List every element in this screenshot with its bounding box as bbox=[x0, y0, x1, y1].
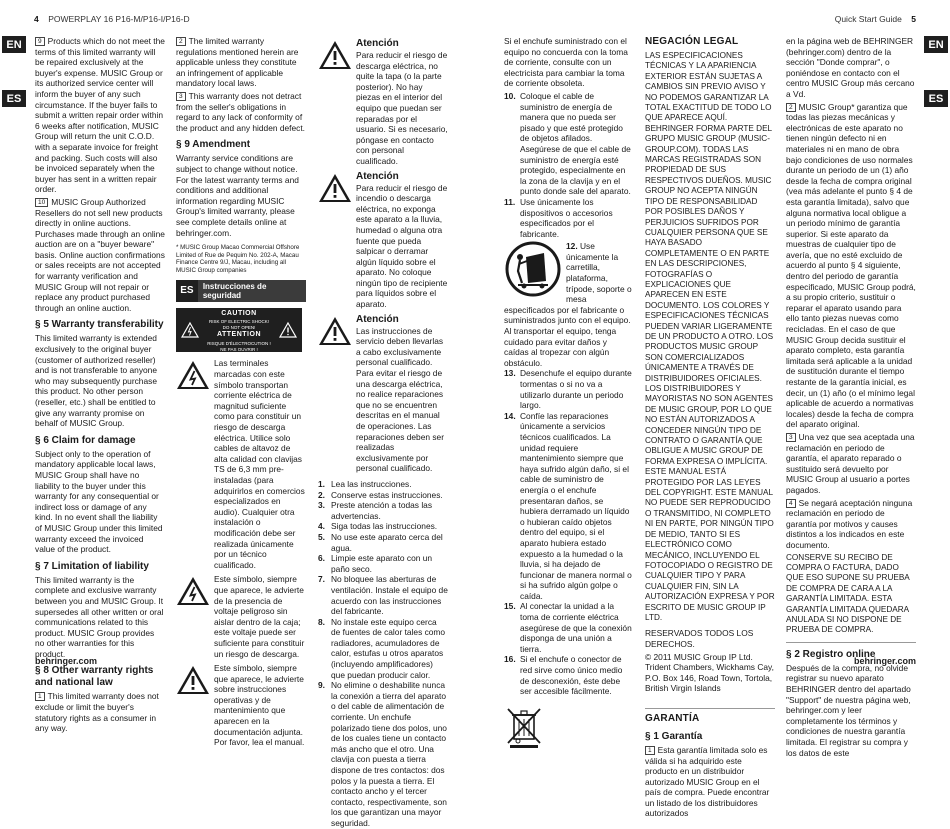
banner-language-es: ES bbox=[176, 280, 198, 302]
list-item: 12. Use únicamente la carretilla, plataforma, trípode, soporte o mesa especificados por el fabricante o suministrados junto con el equipo. Al transportar el equipo, tenga cuidado para evitar daños y caídas al tropezar con algún obstáculo. bbox=[504, 241, 632, 368]
page-number-left: 4 bbox=[34, 14, 39, 24]
caution-text: CAUTION RISK OF ELECTRIC SHOCK! DO NOT OPEN! ATTENTION RISQUE D'ÉLECTROCUTION ! NE PAS OUVRIR ! bbox=[207, 309, 271, 352]
warranty-paragraph-9: 9 Products which do not meet the terms of this limited warranty will be repaired exclusively at the buyer's expense. MUSIC Group or its authorized service center will inform the buyer of any such circumstance. If the buyer fails to submit a written repair order within 6 weeks after notification, MUSIC Group will return the unit C.O.D. with a separate invoice for freight and packing. Such costs will also be invoiced separately when the buyer has sent in a written repair order. bbox=[35, 36, 165, 195]
rights-reserved: RESERVADOS TODOS LOS DERECHOS. bbox=[645, 628, 754, 649]
warning-terminals: Las terminales marcadas con este símbolo transportan corriente eléctrica de magnitud suficiente como para constituir un riesgo de descarga eléctrica. Utilice solo cables de altavoz de alta calidad con clavijas TS de 6,3 mm pre-instaladas (para adquirirlos en comercios especializados en audio). Cualquier otra instalación o modificación debe ser realizada únicamente por un técnico cualificado. bbox=[176, 358, 306, 572]
safety-instructions-banner bbox=[176, 280, 306, 302]
lightning-warning-icon bbox=[176, 576, 210, 606]
column-1 bbox=[35, 36, 165, 736]
section-2-text: Después de la compra, no olvide registrar su nuevo aparato BEHRINGER dentro del apartado "Support" de nuestra página web, behringer.com y leer completamente los términos y condiciones de nuestra garantía limitada. El registrar su compra y los datos de este bbox=[786, 662, 911, 758]
list-item: 5. No use este aparato cerca del agua. bbox=[318, 531, 443, 553]
banner-title: Instrucciones de seguridad bbox=[202, 282, 267, 301]
section-7-text: This limited warranty is the complete and exclusive warranty between you and MUSIC Group. It supersedes all other written or oral communications related to this product. MUSIC Group provides no other warranties for this product. bbox=[35, 574, 164, 659]
language-tab-es-right[interactable]: ES bbox=[924, 90, 948, 107]
exclamation-warning-icon bbox=[318, 40, 352, 70]
footnote-music-group: * MUSIC Group Macao Commercial Offshore Limited of Rue de Pequim No. 202-A, Macau Finance Centre 9/J, Macau, including all MUSIC Group companies bbox=[176, 244, 300, 274]
address-line-1: Trident Chambers, Wickhams Cay, bbox=[645, 662, 774, 673]
language-tab-en-left[interactable]: EN bbox=[2, 36, 26, 53]
section-9-heading: § 9 Amendment bbox=[176, 139, 251, 151]
footer-link-left[interactable]: behringer.com bbox=[35, 656, 98, 666]
attention-block-1: Atención Para reducir el riesgo de descarga eléctrica, no quite la tapa (o la parte posterior). No hay piezas en el interior del equipo que puedan ser reparadas por el usuario. Si es necesario, póngase en contacto con personal cualificado. bbox=[318, 38, 448, 169]
list-item: 3. Preste atención a todas las advertencias. bbox=[318, 500, 433, 521]
copyright-line: © 2011 MUSIC Group IP Ltd. bbox=[645, 651, 753, 662]
item-9-continuation: Si el enchufe suministrado con el equipo no concuerda con la toma de corriente, consulte con un electricista para cambiar la toma de corriente obsoleta. bbox=[504, 36, 628, 89]
list-item: 13. Desenchufe el equipo durante tormentas o si no va a utilizarlo durante un periodo largo. bbox=[504, 368, 632, 411]
section-6-text: Subject only to the operation of mandatory applicable local laws, MUSIC Group shall have no liability to the buyer under this warranty for any consequential or indirect loss or damage of any kind. In no event shall the liability of MUSIC Group under this limited warranty exceed the invoiced value of the product. bbox=[35, 448, 163, 555]
section-1-continuation: en la página web de BEHRINGER (behringer.com) dentro de la sección "Donde comprar", o poniéndose en contacto con el centro MUSIC Group más cercano a Vd. bbox=[786, 36, 915, 99]
section-1-paragraph-2: 2 MUSIC Group* garantiza que todas las piezas mecánicas y electrónicas de este aparato no tienen ningún defecto ni en materiales ni en mano de obra bajo condiciones de uso normales durante un periodo de un (1) año desde la fecha de compra original (vea más adelante el punto § 4 de esta garantía limitada), salvo que alguna normativa local obligue a un periodo mínimo de garantía superior. Si este aparato da muestras de cualquier tipo de avería, que no esté excluido de acuerdo al punto § 4 siguiente, dentro del periodo de garantía especificado, MUSIC Group podrá, a su propio criterio, sustituir o reparar el aparato usando para ello tanto piezas nuevas como recicladas. En el caso de que MUSIC Group decida sustituir el aparato completo, esta garantía limitada será aplicable a la unidad de sustitución durante el tiempo restante de la garantía inicial, es decir, un (1) año (o el mínimo legal aplicable de acuerdo a normativas locales) desde la fecha de compra del aparato original. bbox=[786, 101, 916, 430]
warranty-paragraph-10: 10 MUSIC Group Authorized Resellers do not sell new products directly in online auctions. Purchases made through an online auction are on a "buyer beware" basis. Online auction confirmations or sales receipts are not accepted for warranty verification and MUSIC Group will not repair or replace any product purchased through an online auction. bbox=[35, 196, 165, 313]
exclamation-warning-icon bbox=[279, 322, 297, 338]
list-item: 14. Confíe las reparaciones únicamente a servicios técnicos cualificados. La unidad requiere mantenimiento siempre que haya sufrido algún daño, si el cable de suministro de energía o el enchufe presentaran daños, se hubiera derramado un líquido o hubieran caído objetos dentro del equipo, si el aparato hubiera estado expuesto a la humedad o la lluvia, si ha dejado de funcionar de manera normal o si ha sufrido algún golpe o caída. bbox=[504, 410, 632, 601]
section-8-paragraph-3: 3 This warranty does not detract from the seller's obligations in regard to any lack of conformity of the product and any hidden defect. bbox=[176, 90, 305, 133]
address-line-3: British Virgin Islands bbox=[645, 683, 721, 694]
column-4 bbox=[504, 36, 632, 751]
section-8-paragraph-2: 2 The limited warranty regulations mentioned herein are applicable unless they constitute an infringement of applicable mandatory local laws. bbox=[176, 36, 299, 89]
item-number: 1 bbox=[35, 692, 45, 701]
list-item: 10. Coloque el cable de suministro de energía de manera que no pueda ser pisado y que esté protegido de objetos afilados. Asegúrese de que el cable de suministro de energía esté protegido, especialmente en la zona de la clavija y en el punto donde sale del aparato. bbox=[504, 90, 631, 197]
list-item: 15. Al conectar la unidad a la toma de corriente eléctrica asegúrese de que la conexión disponga de una unión a tierra. bbox=[504, 601, 632, 654]
section-5-text: This limited warranty is extended exclusively to the original buyer (customer of authorized reseller) and is not transferable to anyone who may subsequently purchase this product. No other person (reseller, etc.) shall be entitled to give any warranty promise on behalf of MUSIC Group. bbox=[35, 333, 157, 429]
caution-label bbox=[176, 308, 302, 352]
list-item: 11. Use únicamente los dispositivos o accesorios especificados por el fabricante. bbox=[504, 196, 613, 239]
list-item: 7. No bloquee las aberturas de ventilación. Instale el equipo de acuerdo con las instrucciones del fabricante. bbox=[318, 574, 448, 617]
section-1-paragraph-4: 4 Se negará aceptación ninguna reclamación en periodo de garantía por motivos y causes distintos a los indicados en este documento. bbox=[786, 497, 913, 550]
item-number: 9 bbox=[35, 37, 45, 46]
language-tab-en-right[interactable]: EN bbox=[924, 36, 948, 53]
page-header-right bbox=[835, 14, 916, 24]
page-number-right: 5 bbox=[911, 14, 916, 24]
exclamation-warning-icon bbox=[318, 173, 352, 203]
section-6-heading: § 6 Claim for damage bbox=[35, 434, 136, 446]
list-item: 6. Limpie este aparato con un paño seco. bbox=[318, 553, 433, 574]
attention-block-3: Atención Las instrucciones de servicio deben llevarlas a cabo exclusivamente personal cualificado. Para evitar el riesgo de una descarga eléctrica, no realice reparaciones que no se encuentren descritas en el manual de operaciones. Las reparaciones deben ser realizadas exclusivamente por personal cualificado. bbox=[318, 314, 448, 476]
section-8-paragraph-1: 1 This limited warranty does not exclude or limit the buyer's statutory rights as a consumer in any way. bbox=[35, 691, 159, 734]
attention-block-2: Atención Para reducir el riesgo de incendio o descarga eléctrica, no exponga este aparato a la lluvia, humedad o alguna otra fuente que pueda salpicar o derramar algún líquido sobre el aparato. No coloque ningún tipo de recipiente para líquidos sobre el aparato. bbox=[318, 171, 448, 312]
warning-voltage: Este símbolo, siempre que aparece, le advierte de la presencia de voltaje peligroso sin aislar dentro de la caja; este voltaje puede ser suficiente para constituir un riesgo de descarga. bbox=[176, 574, 306, 661]
warning-manual: Este símbolo, siempre que aparece, le advierte sobre instrucciones operativas y de mantenimiento que aparecen en la documentación adjunta. Por favor, lea el manual. bbox=[176, 663, 306, 750]
column-2 bbox=[176, 36, 306, 751]
item-number: 3 bbox=[176, 92, 186, 101]
section-9-text: Warranty service conditions are subject to change without notice. For the latest warranty terms and conditions and additional information regarding MUSIC Group's limited warranty, please see complete details online at behringer.com. bbox=[176, 153, 299, 238]
cart-tipover-warning-icon bbox=[504, 241, 562, 297]
section-8-heading: § 8 Other warranty rights and national law bbox=[35, 665, 154, 689]
item-number: 3 bbox=[786, 433, 796, 442]
header-title-right: Quick Start Guide bbox=[834, 14, 902, 24]
footer-link-right[interactable]: behringer.com bbox=[853, 656, 916, 666]
header-title-left: POWERPLAY 16 P16-M/P16-I/P16-D bbox=[48, 14, 190, 24]
list-item: 16. Si el enchufe o conector de red sirve como único medio de desconexión, éste debe ser accesible fácilmente. bbox=[504, 654, 623, 697]
list-item: 4. Siga todas las instrucciones. bbox=[318, 521, 438, 532]
list-item: 8. No instale este equipo cerca de fuentes de calor tales como radiadores, acumuladores de calor, estufas u otros aparatos (incluyendo amplificadores) que puedan producir calor. bbox=[318, 616, 446, 680]
section-1-paragraph-1: 1 Esta garantía limitada solo es válida si ha adquirido este producto en un distribuidor autorizado MUSIC Group en el país de compra. Puede encontrar un listado de los distribuidores autorizados bbox=[645, 744, 770, 819]
column-3 bbox=[318, 36, 448, 829]
column-5 bbox=[645, 36, 775, 821]
item-number: 2 bbox=[176, 37, 186, 46]
section-5-heading: § 5 Warranty transferability bbox=[35, 319, 164, 331]
column-6 bbox=[786, 36, 916, 760]
safety-list-1-9 bbox=[318, 479, 448, 829]
section-7-heading: § 7 Limitation of liability bbox=[35, 560, 149, 572]
lightning-warning-icon bbox=[181, 322, 199, 338]
list-item: 1. Lea las instrucciones. bbox=[318, 478, 412, 489]
section-1-heading: § 1 Garantía bbox=[645, 730, 703, 742]
exclamation-warning-icon bbox=[176, 665, 210, 695]
page-header-left bbox=[34, 14, 190, 24]
list-item: 9. No elimine o deshabilite nunca la conexión a tierra del aparato o del cable de alimentación de corriente. Un enchufe polarizado tiene dos polos, uno de los cuales tiene un contacto más ancho que el otro. Una clavija con puesta a tierra dispone de tres contactos: dos polos y la puesta a tierra. El contacto ancho y el tercer contacto, respectivamente, son los que garantizan una mayor seguridad. bbox=[318, 680, 447, 828]
section-2-heading: § 2 Registro online bbox=[786, 648, 876, 660]
item-number: 10 bbox=[35, 198, 48, 207]
legal-disclaimer-text: LAS ESPECIFICACIONES TÉCNICAS Y LA APARIENCIA EXTERIOR ESTÁN SUJETAS A CAMBIOS SIN PREVIO AVISO Y NO PODEMOS GARANTIZAR LA TOTAL EXACTITUD DE TODO LO QUE APARECE AQUÍ. BEHRINGER FORMA PARTE DEL GRUPO MUSIC GROUP (MUSIC-GROUP.COM). TODAS LAS MARCAS REGISTRADAS SON PROPIEDAD DE SUS RESPECTIVOS DUEÑOS. MUSIC GROUP NO ACEPTA NINGÚN TIPO DE RESPONSABILIDAD POR POSIBLES DAÑOS Y PERJUICIOS SUFRIDOS POR CUALQUIER PERSONA QUE SE HAYA BASADO COMPLETAMENTE O EN PARTE EN LAS DESCRIPCIONES, FOTOGRAFÍAS O EXPLICACIONES QUE APARECEN EN ESTE DOCUMENTO. LOS COLORES Y ESPECIFICACIONES TÉCNICAS PUEDEN VARIAR LIGERAMENTE DE UN PRODUCTO A OTRO. LOS PRODUCTOS MUSIC GROUP SON COMERCIALIZADOS ÚNICAMENTE A TRAVÉS DE DISTRIBUIDORES OFICIALES. LOS DISTRIBUIDORES Y MAYORISTAS NO SON AGENTES DE MUSIC GROUP, POR LO QUE NO ESTÁN AUTORIZADOS A CONCEDER NINGÚN TIPO DE CONTRATO O GARANTÍA QUE OBLIGUE A MUSIC GROUP DE FORMA EXPRESA O IMPLÍCITA. ESTE MANUAL ESTÁ PROTEGIDO POR LAS LEYES DEL COPYRIGHT. ESTE MANUAL NO PUEDE SER REPRODUCIDO O TRANSMITIDO, NI COMPLETO NI EN PARTE, POR NINGÚN TIPO DE MEDIO, TANTO SI ES ELECTRÓNICO COMO MECÁNICO, INCLUYENDO EL FOTOCOPIADO O REGISTRO DE CUALQUIER TIPO Y PARA CUALQUIER FIN, SIN LA AUTORIZACIÓN EXPRESA Y POR ESCRITO DE MUSIC GROUP IP LTD. bbox=[645, 51, 775, 622]
divider bbox=[786, 642, 916, 643]
item-number: 4 bbox=[786, 499, 796, 508]
address-line-2: P.O. Box 146, Road Town, Tortola, bbox=[645, 672, 773, 683]
lightning-warning-icon bbox=[176, 360, 210, 390]
warranty-heading: GARANTÍA bbox=[645, 712, 700, 724]
item-number: 2 bbox=[786, 103, 796, 112]
exclamation-warning-icon bbox=[318, 316, 352, 346]
item-number: 1 bbox=[645, 746, 655, 755]
legal-disclaimer-heading: NEGACIÓN LEGAL bbox=[645, 36, 739, 47]
list-item: 2. Conserve estas instrucciones. bbox=[318, 489, 443, 500]
language-tab-es-left[interactable]: ES bbox=[2, 90, 26, 107]
divider bbox=[645, 708, 775, 709]
keep-receipt-notice: CONSERVE SU RECIBO DE COMPRA O FACTURA, DADO QUE ESO SUPONE SU PRUEBA DE COMPRA DE CARA A LA GARANTÍA LIMITADA. ESTA GARANTÍA LIMITADA QUEDARA ANULADA SI NO DISPONE DE PRUEBA DE COMPRA. bbox=[786, 552, 910, 635]
weee-crossed-bin-icon bbox=[504, 705, 544, 749]
section-1-paragraph-3: 3 Una vez que sea aceptada una reclamación en periodo de garantía, el aparato reparado o sustituido será devuelto por MUSIC Group al usuario a portes pagados. bbox=[786, 431, 915, 495]
